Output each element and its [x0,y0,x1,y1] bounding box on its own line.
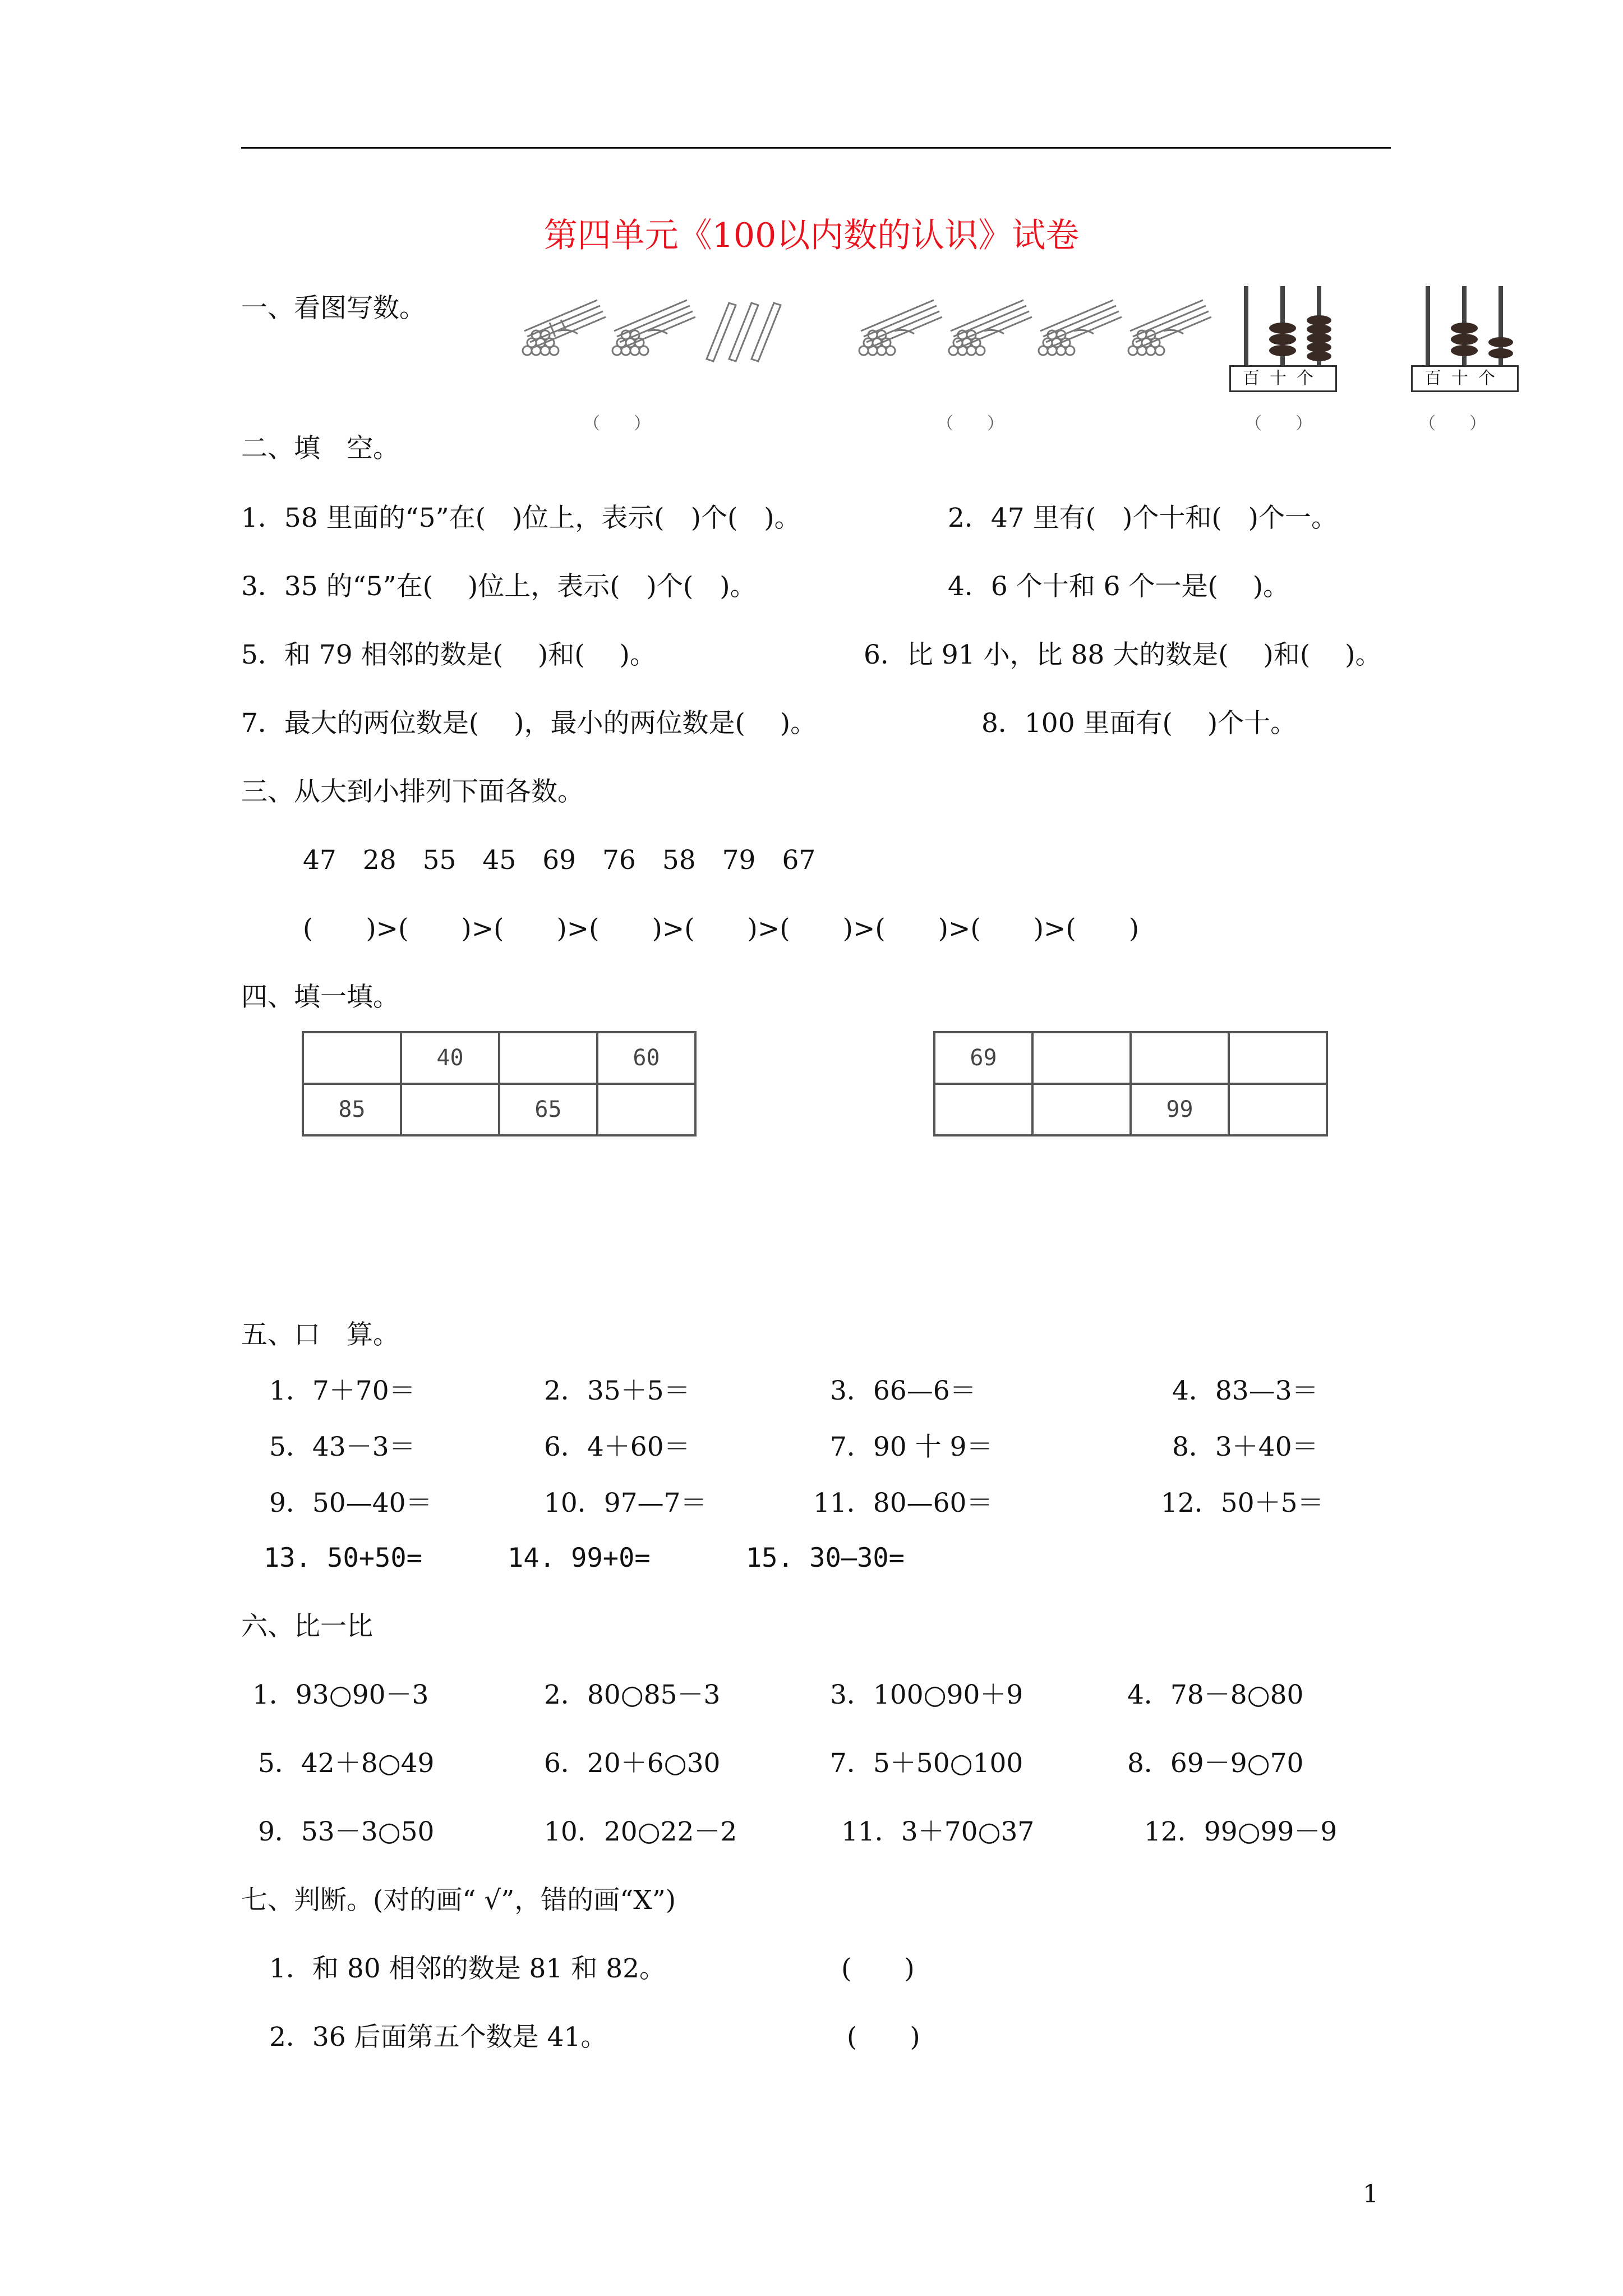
compare-item: 10．20○22－2 [544,1816,737,1847]
compare-item: 7．5＋50○100 [830,1748,1023,1779]
table-row [303,1084,695,1135]
header-rule [241,147,1391,149]
mental-math-item: 2．35＋5＝ [544,1375,690,1406]
compare-item: 5．42＋8○49 [258,1748,435,1779]
grid-cell[interactable] [1131,1032,1229,1084]
grid-cell[interactable] [597,1084,695,1135]
compare-item: 12．99○99－9 [1144,1816,1338,1847]
judge-item-2: 2．36 后面第五个数是 41。 [269,2022,607,2053]
answer-blank-4[interactable]: （ ） [1419,414,1486,434]
compare-item: 9．53－3○50 [258,1816,435,1847]
mental-math-item: 5．43－3＝ [269,1432,416,1462]
grid-cell[interactable] [499,1032,597,1084]
compare-item: 6．20＋6○30 [544,1748,721,1779]
compare-item: 2．80○85－3 [544,1680,721,1710]
fill-item-8: 8．100 里面有( )个十。 [981,708,1297,739]
mental-math-item: 10．97—7＝ [544,1488,707,1519]
judge-blank-1[interactable]: ( ) [841,1953,915,1984]
abacus-place-labels: 百十个 [1229,365,1337,392]
mental-math-item: 1．7＋70＝ [269,1375,416,1406]
fill-item-2: 2．47 里有( )个十和( )个一。 [948,503,1338,533]
compare-item: 11．3＋70○37 [841,1816,1035,1847]
mental-math-item: 14. 99+0= [508,1543,651,1573]
number-grid-right [933,1031,1328,1137]
grid-cell: 40 [401,1032,499,1084]
mental-math-item: 7．90 十 9＝ [830,1432,993,1462]
table-row [303,1032,695,1084]
mental-math-item: 15. 30—30= [746,1543,905,1573]
mental-math-item: 12．50＋5＝ [1161,1488,1324,1519]
mental-math-item: 11．80—60＝ [813,1488,993,1519]
compare-item: 4．78－8○80 [1127,1680,1304,1710]
page-title: 第四单元《100以内数的认识》试卷 [543,216,1080,255]
section-3-heading: 三、从大到小排列下面各数。 [241,776,584,807]
grid-cell: 60 [597,1032,695,1084]
abacus-2 [1411,283,1521,393]
grid-cell: 85 [303,1084,401,1135]
grid-cell: 65 [499,1084,597,1135]
fill-item-5: 5．和 79 相邻的数是( )和( )。 [241,639,656,670]
mental-math-item: 13. 50+50= [264,1543,422,1573]
mental-math-item: 9．50—40＝ [269,1488,432,1519]
numbers-to-order: 47 28 55 45 69 76 58 79 67 [303,845,816,876]
page-number: 1 [1363,2180,1378,2208]
compare-item: 8．69－9○70 [1127,1748,1304,1779]
fill-item-3: 3．35 的“5”在( )位上，表示( )个( )。 [241,571,757,602]
fill-item-4: 4．6 个十和 6 个一是( )。 [948,571,1290,602]
section-7-heading: 七、判断。(对的画“ √”，错的画“X”) [241,1885,676,1916]
abacus-place-labels: 百十个 [1411,365,1519,392]
sticks-picture-1 [516,297,785,370]
grid-cell: 99 [1131,1084,1229,1135]
grid-cell[interactable] [1032,1084,1131,1135]
grid-cell[interactable] [303,1032,401,1084]
grid-cell[interactable] [1229,1032,1327,1084]
grid-cell: 69 [934,1032,1032,1084]
grid-cell[interactable] [934,1084,1032,1135]
grid-cell[interactable] [401,1084,499,1135]
section-6-heading: 六、比一比 [241,1611,373,1642]
answer-blank-3[interactable]: （ ） [1245,414,1312,434]
judge-blank-2[interactable]: ( ) [847,2022,920,2053]
compare-item: 1．93○90－3 [252,1680,429,1710]
compare-item: 3．100○90＋9 [830,1680,1023,1710]
fill-item-7: 7．最大的两位数是( )，最小的两位数是( )。 [241,708,817,739]
fill-item-1: 1．58 里面的“5”在( )位上，表示( )个( )。 [241,503,801,533]
number-grid-left [302,1031,697,1137]
mental-math-item: 8．3＋40＝ [1172,1432,1318,1462]
grid-cell[interactable] [1032,1032,1131,1084]
judge-item-1: 1．和 80 相邻的数是 81 和 82。 [269,1953,666,1984]
abacus-1 [1229,283,1339,393]
grid-cell[interactable] [1229,1084,1327,1135]
table-row [934,1084,1327,1135]
mental-math-item: 3．66—6＝ [830,1375,976,1406]
section-5-heading: 五、口 算。 [241,1319,399,1350]
sticks-picture-2 [852,297,1223,370]
answer-blank-2[interactable]: （ ） [937,414,1004,434]
mental-math-item: 6．4＋60＝ [544,1432,690,1462]
fill-item-6: 6．比 91 小，比 88 大的数是( )和( )。 [864,639,1382,670]
section-1-heading: 一、看图写数。 [241,293,426,324]
table-row [934,1032,1327,1084]
section-2-heading: 二、填 空。 [241,433,399,464]
section-4-heading: 四、填一填。 [241,982,399,1013]
mental-math-item: 4．83—3＝ [1172,1375,1318,1406]
answer-blank-1[interactable]: （ ） [583,414,651,434]
ordering-blanks[interactable]: ( )>( )>( )>( )>( )>( )>( )>( )>( ) [303,913,1140,944]
